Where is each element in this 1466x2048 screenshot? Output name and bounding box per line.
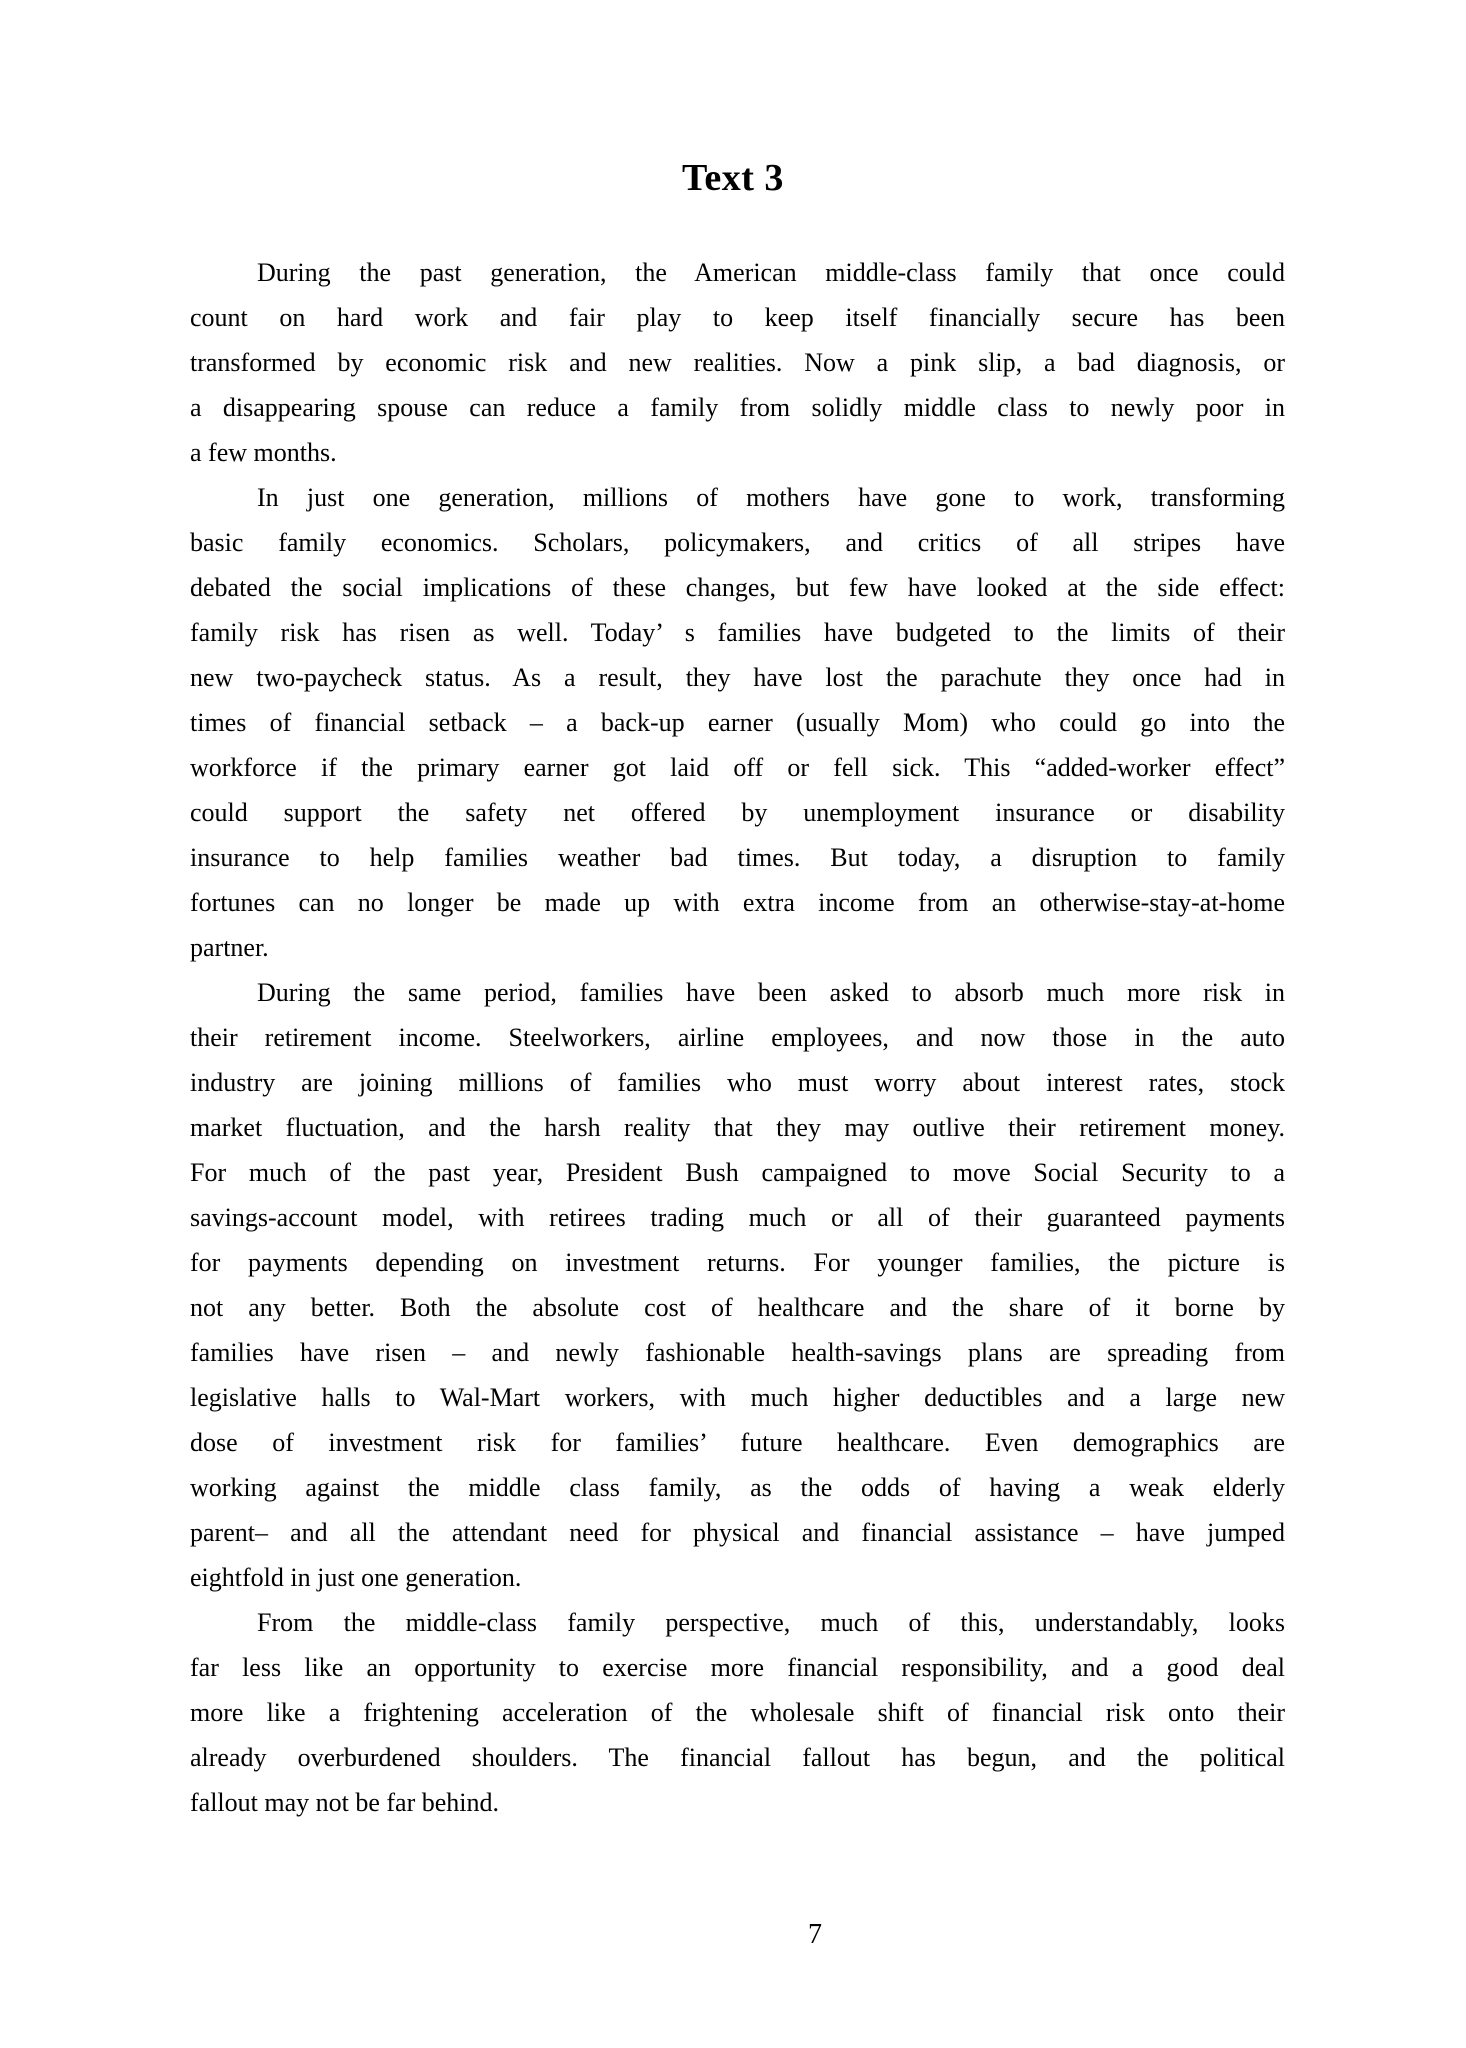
text-line: already overburdened shoulders. The financial fallout has begun, and the political [190,1743,1285,1772]
text-line: family risk has risen as well. Today’ s families have budgeted to the limits of their [190,618,1285,647]
document-body [190,250,1285,1825]
paragraph [190,250,1285,475]
text-line: a few months. [190,438,337,467]
text-line: count on hard work and fair play to keep itself financially secure has been [190,303,1285,332]
text-line: In just one generation, millions of mothers have gone to work, transforming [257,483,1285,512]
text-line: times of financial setback – a back-up earner (usually Mom) who could go into the [190,708,1285,737]
text-line: eightfold in just one generation. [190,1563,522,1592]
text-line: their retirement income. Steelworkers, airline employees, and now those in the auto [190,1023,1285,1052]
text-line: fortunes can no longer be made up with extra income from an otherwise-stay-at-home [190,888,1285,917]
text-line: could support the safety net offered by unemployment insurance or disability [190,798,1285,827]
text-line: fallout may not be far behind. [190,1788,500,1817]
text-line: workforce if the primary earner got laid off or fell sick. This “added-worker effect” [190,753,1285,782]
text-line: dose of investment risk for families’ future healthcare. Even demographics are [190,1428,1285,1457]
paragraph [190,1600,1285,1825]
text-line: debated the social implications of these changes, but few have looked at the side effect: [190,573,1285,602]
text-line: savings-account model, with retirees trading much or all of their guaranteed payments [190,1203,1285,1232]
text-line: parent– and all the attendant need for physical and financial assistance – have jumped [190,1518,1285,1547]
text-line: families have risen – and newly fashionable health-savings plans are spreading from [190,1338,1285,1367]
text-line: insurance to help families weather bad times. But today, a disruption to family [190,843,1285,872]
text-line: For much of the past year, President Bush campaigned to move Social Security to a [190,1158,1285,1187]
paragraph [190,475,1285,970]
text-line: During the same period, families have been asked to absorb much more risk in [257,978,1285,1007]
text-line: partner. [190,933,269,962]
text-line: far less like an opportunity to exercise more financial responsibility, and a good deal [190,1653,1285,1682]
text-line: new two-paycheck status. As a result, they have lost the parachute they once had in [190,663,1285,692]
text-line: basic family economics. Scholars, policymakers, and critics of all stripes have [190,528,1285,557]
page-number: 7 [808,1919,822,1950]
text-line: From the middle-class family perspective, much of this, understandably, looks [257,1608,1285,1637]
page-title: Text 3 [682,157,784,199]
text-line: for payments depending on investment returns. For younger families, the picture is [190,1248,1285,1277]
text-line: working against the middle class family, as the odds of having a weak elderly [190,1473,1285,1502]
text-line: legislative halls to Wal-Mart workers, with much higher deductibles and a large new [190,1383,1285,1412]
text-line: market fluctuation, and the harsh reality that they may outlive their retirement money. [190,1113,1285,1142]
text-line: a disappearing spouse can reduce a family from solidly middle class to newly poor in [190,393,1285,422]
text-line: more like a frightening acceleration of the wholesale shift of financial risk onto their [190,1698,1285,1727]
text-line: not any better. Both the absolute cost of healthcare and the share of it borne by [190,1293,1285,1322]
text-line: transformed by economic risk and new realities. Now a pink slip, a bad diagnosis, or [190,348,1285,377]
text-line: industry are joining millions of families who must worry about interest rates, stock [190,1068,1285,1097]
paragraph [190,970,1285,1600]
text-line: During the past generation, the American middle-class family that once could [257,258,1285,287]
